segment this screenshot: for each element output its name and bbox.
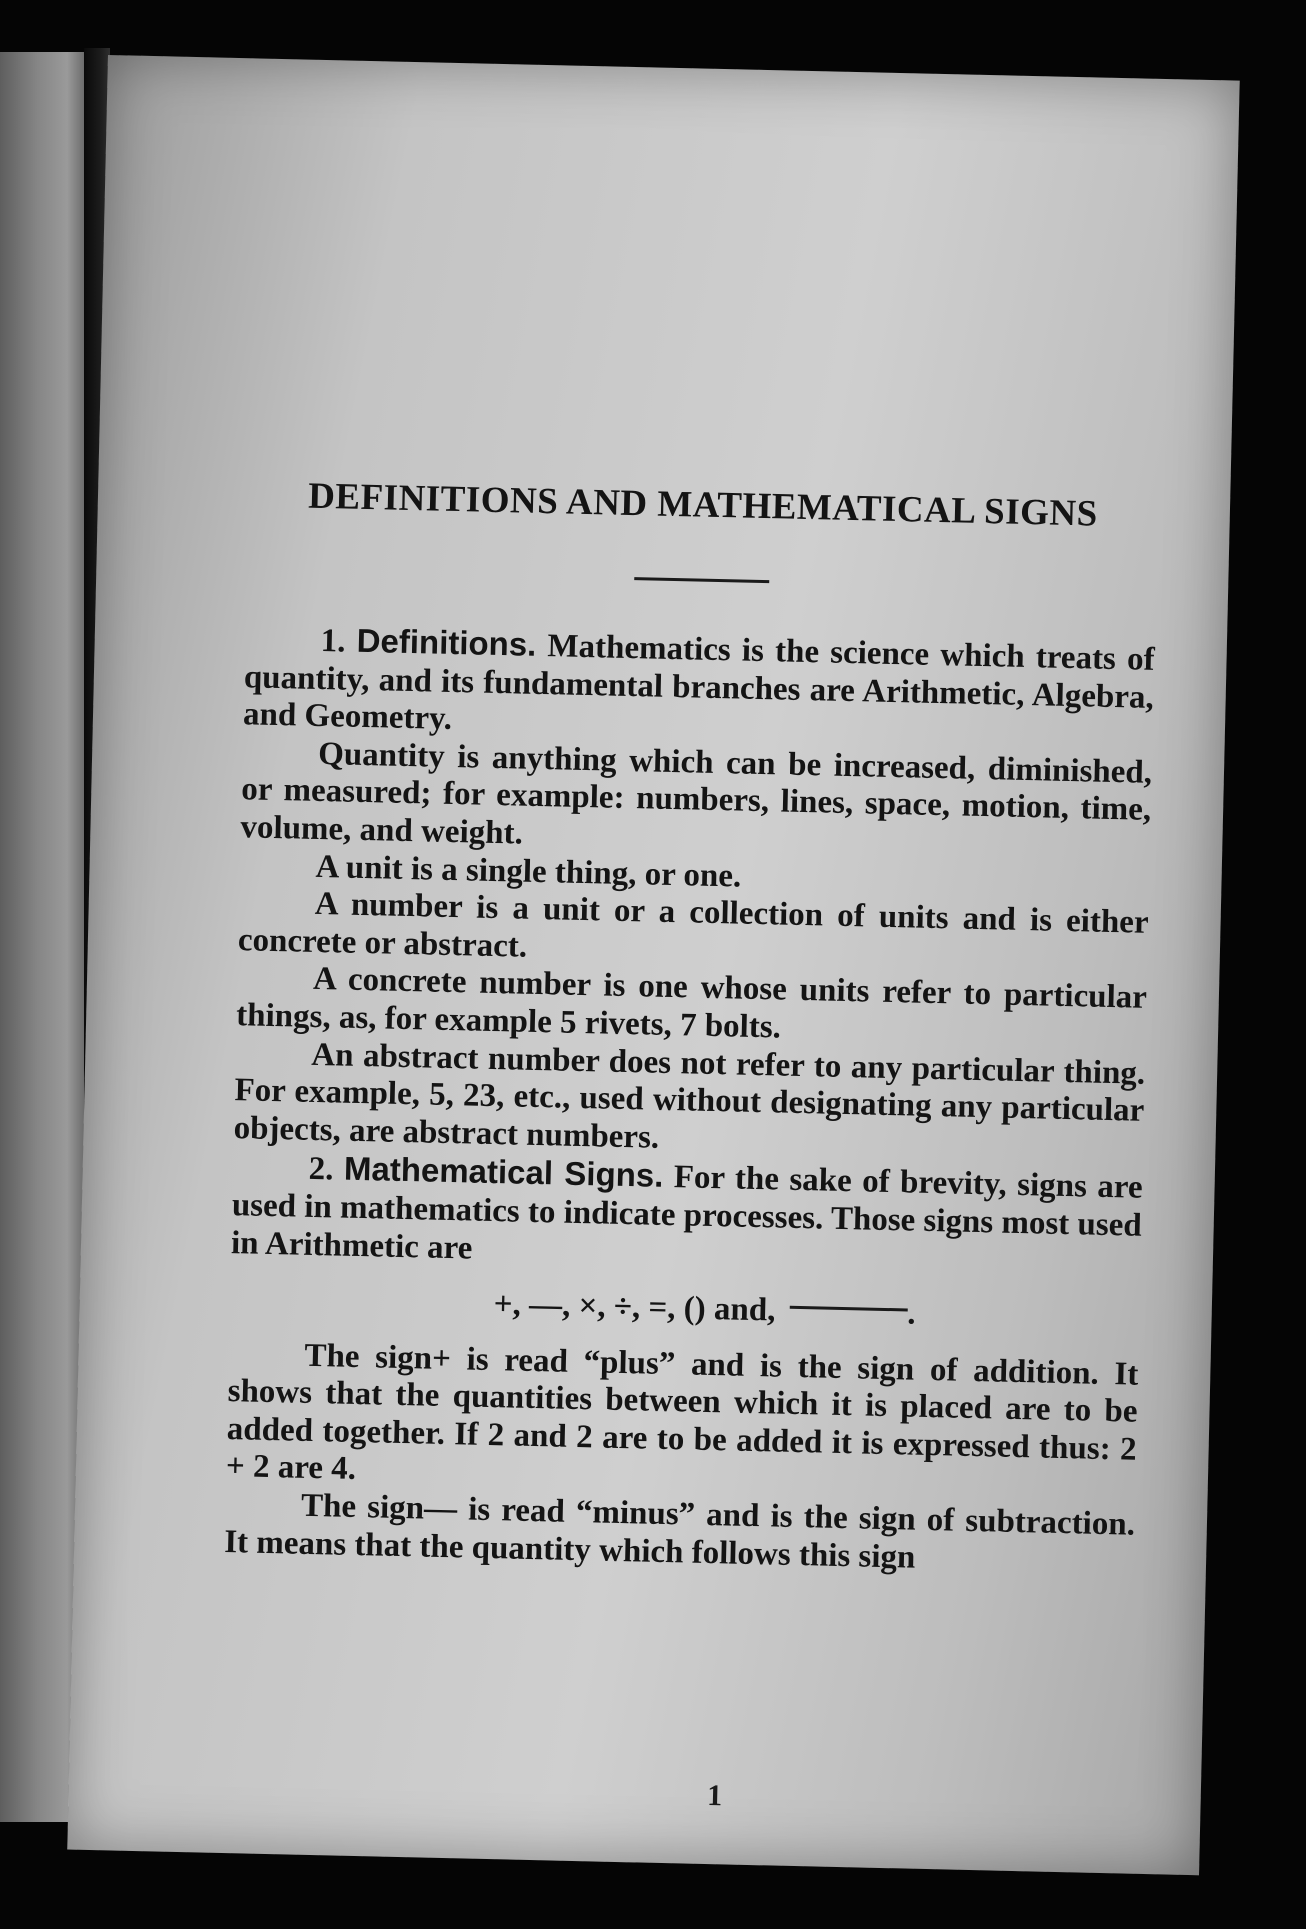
heading-rule: [634, 577, 769, 583]
paragraph-definitions: [243, 619, 1155, 754]
paragraph-minus-sign: The sign— is read “minus” and is the sign of subtraction. It means that the quantity which follows this sign: [223, 1487, 1136, 1576]
paragraph-text: Mathematics is the science which treats of quantity, and its fundamental branches are Arithmetic, Algebra, and Geometry.: [242, 628, 1155, 738]
book-page: [67, 55, 1239, 1875]
paragraph-concrete-number: A concrete number is one whose units refer to particular things, as, for example 5 rivets, 7 bolts.: [235, 961, 1148, 1046]
paragraph-mathematical-signs: [231, 1147, 1143, 1282]
vinculum-sign: [789, 1306, 907, 1312]
previous-page-edge: [0, 52, 84, 1822]
signs-end: .: [906, 1295, 917, 1332]
section-number: 2.: [308, 1151, 334, 1188]
signs-text: +, —, ×, ÷, =, () and,: [493, 1286, 776, 1329]
paragraph-text: For the sake of brevity, signs are used in mathematics to indicate processes. Those signs most used in Arithmetic are: [230, 1159, 1143, 1267]
paragraph-number: A number is a unit or a collection of units and is either concrete or abstract.: [237, 886, 1149, 965]
paragraph-quantity: Quantity is anything which can be increased, diminished, or measured; for example: numbers, lines, space, motion, time, volume, and weight.: [240, 735, 1153, 852]
page-number-text: 1: [706, 1779, 723, 1813]
paragraph-abstract-number: An abstract number does not refer to any particular thing. For example, 5, 23, etc., used without designating any particular objects, are abstract numbers.: [233, 1036, 1146, 1156]
section-number: 1.: [320, 622, 346, 660]
section-title: Definitions.: [356, 621, 537, 663]
signs-list: [269, 1281, 1140, 1338]
paragraph-plus-sign: The sign+ is read “plus” and is the sign of addition. It shows that the quantities between which it is placed are to be added together. If 2 and 2 are to be added it is expressed thus: 2 + 2 are 4.: [225, 1337, 1139, 1488]
page-number: [68, 1765, 1200, 1825]
section-title: Mathematical Signs.: [343, 1149, 664, 1195]
paragraph-unit: A unit is a single thing, or one.: [315, 848, 742, 895]
page-content: [224, 473, 1158, 1582]
page-heading: DEFINITIONS AND MATHEMATICAL SIGNS: [307, 475, 1099, 535]
